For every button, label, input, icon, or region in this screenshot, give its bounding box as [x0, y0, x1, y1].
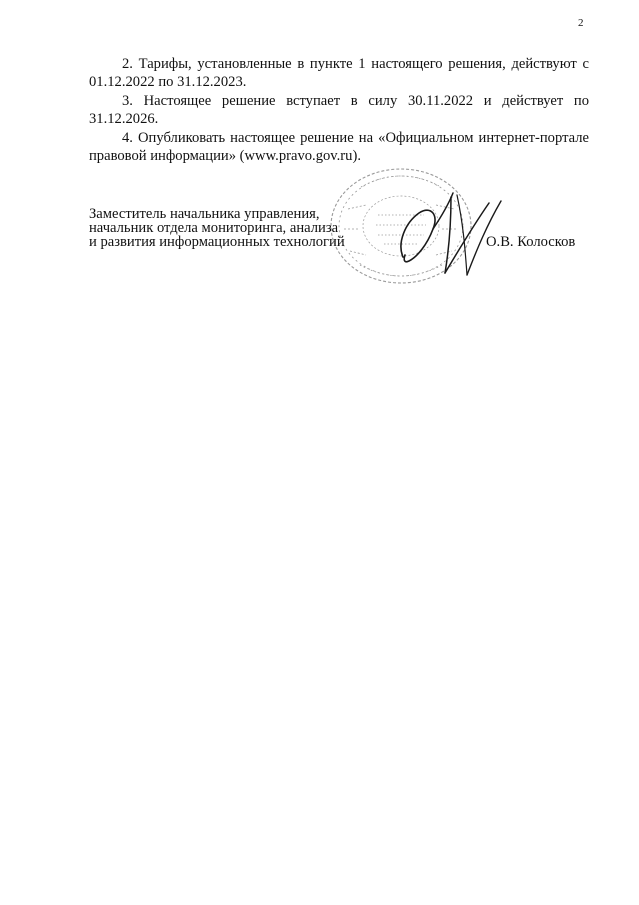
handwritten-signature-icon [393, 189, 503, 281]
paragraph-tariffs-period: 2. Тарифы, установленные в пункте 1 настоящего решения, действуют с 01.12.2022 по 31.12.2023. [89, 56, 589, 91]
page-number: 2 [578, 17, 584, 29]
signature-block [89, 207, 589, 287]
position-line: Заместитель начальника управления, [89, 206, 320, 222]
position-line: и развития информационных технологий [89, 234, 345, 251]
decision-body [89, 55, 589, 165]
paragraph-publication: 4. Опубликовать настоящее решение на «Официальном интернет-портале правовой информации» (www.pravo.gov.ru). [89, 129, 589, 165]
signer-name: О.В. Колосков [486, 234, 576, 250]
paragraph-effective-date: 3. Настоящее решение вступает в силу 30.11.2022 и действует по 31.12.2026. [89, 92, 589, 128]
signer-position-title [89, 207, 369, 250]
position-line: начальник отдела мониторинга, анализа [89, 220, 339, 237]
